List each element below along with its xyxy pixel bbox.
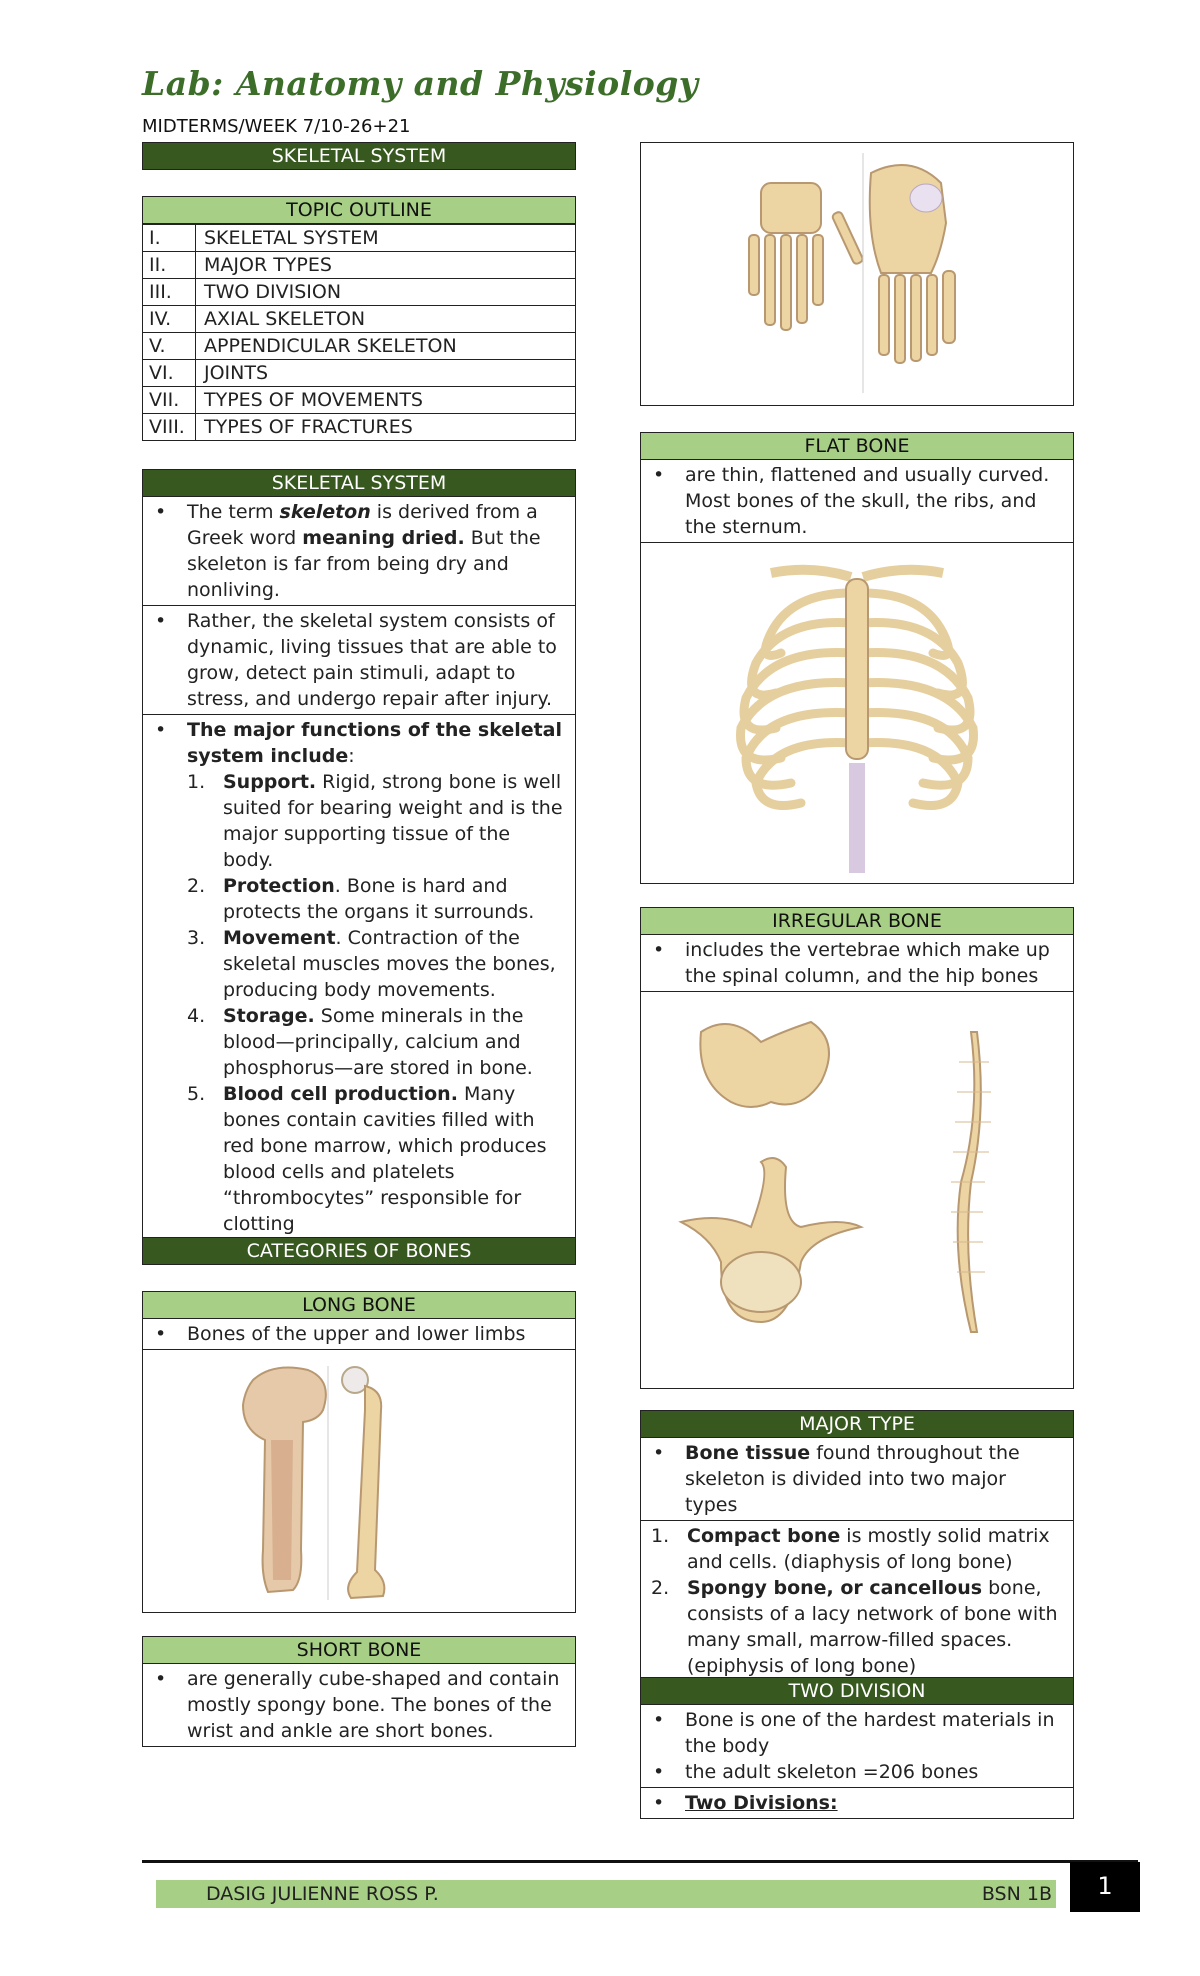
bullet-icon: • bbox=[653, 1709, 665, 1731]
course-label: BSN 1B bbox=[981, 1883, 1052, 1905]
major-type-item bbox=[651, 1575, 1063, 1679]
outline-row bbox=[143, 252, 576, 279]
long-bone-heading: LONG BONE bbox=[142, 1291, 576, 1319]
outline-row bbox=[143, 360, 576, 387]
outline-num: III. bbox=[143, 279, 196, 306]
page-title: Lab: Anatomy and Physiology bbox=[142, 64, 699, 103]
item-term: Compact bone bbox=[687, 1525, 841, 1547]
outline-num: I. bbox=[143, 225, 196, 252]
item-desc: is mostly solid matrix and cells. (diaphysis of long bone) bbox=[687, 1525, 1050, 1573]
text: But the skeleton is far from being dry and nonliving. bbox=[187, 527, 541, 601]
text: Bones of the upper and lower limbs bbox=[187, 1323, 526, 1345]
item-number: 1. bbox=[651, 1525, 670, 1547]
outline-label: TYPES OF MOVEMENTS bbox=[196, 387, 576, 414]
long-bone-body bbox=[142, 1319, 576, 1613]
bullet-icon: • bbox=[155, 1668, 167, 1690]
short-bone-section bbox=[142, 1636, 576, 1747]
bullet-icon: • bbox=[155, 501, 167, 523]
skeletal-point-2 bbox=[143, 605, 575, 714]
footer-bar bbox=[156, 1880, 1056, 1908]
major-type-intro bbox=[641, 1438, 1073, 1520]
major-type-section bbox=[640, 1410, 1074, 1682]
two-division-point bbox=[653, 1759, 1063, 1785]
major-type-list bbox=[651, 1523, 1063, 1679]
flat-bone-section bbox=[640, 432, 1074, 884]
item-term: Storage. bbox=[223, 1005, 315, 1027]
flat-bone-point bbox=[641, 460, 1073, 542]
skeletal-point-1 bbox=[143, 497, 575, 605]
page-subtitle: MIDTERMS/WEEK 7/10-26+21 bbox=[142, 116, 411, 137]
outline-row bbox=[143, 333, 576, 360]
item-number: 1. bbox=[187, 771, 206, 793]
categories-heading: CATEGORIES OF BONES bbox=[142, 1237, 576, 1265]
long-bone-point bbox=[143, 1319, 575, 1349]
topic-outline bbox=[142, 196, 576, 441]
outline-row bbox=[143, 306, 576, 333]
item-term: Movement bbox=[223, 927, 336, 949]
bold-text: The major functions of the skeletal system include bbox=[187, 719, 563, 767]
function-item bbox=[187, 873, 565, 925]
two-division-section bbox=[640, 1677, 1074, 1819]
bold-text: meaning dried. bbox=[302, 527, 465, 549]
ribcage-illustration bbox=[641, 543, 1073, 883]
item-term: Blood cell production. bbox=[223, 1083, 458, 1105]
outline-num: VI. bbox=[143, 360, 196, 387]
two-division-body bbox=[640, 1705, 1074, 1819]
text: found throughout the skeleton is divided into two major types bbox=[685, 1442, 1020, 1516]
text: includes the vertebrae which make up the spinal column, and the hip bones bbox=[685, 939, 1050, 987]
function-item bbox=[187, 1003, 565, 1081]
hand-foot-image bbox=[640, 142, 1074, 406]
irregular-bone-section bbox=[640, 907, 1074, 1389]
outline-num: V. bbox=[143, 333, 196, 360]
text: Bone is one of the hardest materials in the body bbox=[685, 1709, 1055, 1757]
outline-label: JOINTS bbox=[196, 360, 576, 387]
bold-text: Bone tissue bbox=[685, 1442, 811, 1464]
item-term: Protection bbox=[223, 875, 335, 897]
outline-row bbox=[143, 387, 576, 414]
outline-label: SKELETAL SYSTEM bbox=[196, 225, 576, 252]
item-term: Support. bbox=[223, 771, 317, 793]
term-skeleton: skeleton bbox=[279, 501, 371, 523]
footer-divider bbox=[142, 1860, 1138, 1863]
text: Rather, the skeletal system consists of dynamic, living tissues that are able to grow, detect pain stimuli, adapt to stress, and undergo repair after injury. bbox=[187, 610, 557, 710]
vertebra-pelvis-illustration bbox=[641, 992, 1073, 1388]
item-desc: bone, consists of a lacy network of bone with many small, marrow-filled spaces. (epiphysis of long bone) bbox=[687, 1577, 1058, 1677]
item-number: 2. bbox=[651, 1577, 670, 1599]
outline-num: VII. bbox=[143, 387, 196, 414]
outline-row bbox=[143, 279, 576, 306]
function-item bbox=[187, 1081, 565, 1237]
item-number: 3. bbox=[187, 927, 206, 949]
major-type-item bbox=[651, 1523, 1063, 1575]
text: is derived from a Greek word bbox=[187, 501, 538, 549]
major-type-heading: MAJOR TYPE bbox=[640, 1410, 1074, 1438]
bullet-icon: • bbox=[653, 1442, 665, 1464]
femur-illustration bbox=[143, 1350, 575, 1612]
skeletal-point-3 bbox=[143, 714, 575, 1239]
bullet-icon: • bbox=[155, 1323, 167, 1345]
skeletal-body bbox=[142, 497, 576, 1240]
irregular-bone-image bbox=[641, 991, 1073, 1388]
function-item bbox=[187, 769, 565, 873]
item-desc: . Contraction of the skeletal muscles moves the bones, producing body movements. bbox=[223, 927, 556, 1001]
text: : bbox=[348, 745, 355, 767]
major-type-body bbox=[640, 1438, 1074, 1682]
page-number: 1 bbox=[1070, 1862, 1140, 1912]
flat-bone-body bbox=[640, 460, 1074, 884]
irregular-bone-heading: IRREGULAR BONE bbox=[640, 907, 1074, 935]
major-type-list-row bbox=[641, 1520, 1073, 1681]
irregular-bone-body bbox=[640, 935, 1074, 1389]
functions-list bbox=[187, 769, 565, 1237]
text: the adult skeleton =206 bones bbox=[685, 1761, 979, 1783]
outline-heading: TOPIC OUTLINE bbox=[142, 196, 576, 224]
outline-row bbox=[143, 414, 576, 441]
two-division-points bbox=[641, 1705, 1073, 1787]
outline-table bbox=[142, 224, 576, 441]
short-bone-heading: SHORT BONE bbox=[142, 1636, 576, 1664]
short-bone-body bbox=[142, 1664, 576, 1747]
item-desc: Rigid, strong bone is well suited for bearing weight and is the major supporting tissue of the body. bbox=[223, 771, 563, 871]
long-bone-section bbox=[142, 1291, 576, 1613]
function-item bbox=[187, 925, 565, 1003]
item-number: 5. bbox=[187, 1083, 206, 1105]
item-desc: . Bone is hard and protects the organs it surrounds. bbox=[223, 875, 535, 923]
text: The term bbox=[187, 501, 280, 523]
bullet-icon: • bbox=[653, 939, 665, 961]
two-division-point bbox=[653, 1707, 1063, 1759]
bullet-icon: • bbox=[653, 464, 665, 486]
flat-bone-heading: FLAT BONE bbox=[640, 432, 1074, 460]
two-divisions-label: Two Divisions: bbox=[685, 1792, 838, 1814]
two-division-subhead-row bbox=[641, 1787, 1073, 1818]
outline-label: MAJOR TYPES bbox=[196, 252, 576, 279]
short-bone-point bbox=[143, 1664, 575, 1746]
item-number: 2. bbox=[187, 875, 206, 897]
irregular-bone-point bbox=[641, 935, 1073, 991]
outline-num: VIII. bbox=[143, 414, 196, 441]
skeletal-heading: SKELETAL SYSTEM bbox=[142, 469, 576, 497]
outline-num: II. bbox=[143, 252, 196, 279]
section-bar: SKELETAL SYSTEM bbox=[142, 142, 576, 170]
item-desc: Many bones contain cavities filled with red bone marrow, which produces blood cells and platelets “thrombocytes” responsible for clotting bbox=[223, 1083, 547, 1235]
text: are thin, flattened and usually curved. Most bones of the skull, the ribs, and the sternum. bbox=[685, 464, 1050, 538]
bullet-icon: • bbox=[653, 1792, 665, 1814]
long-bone-image bbox=[143, 1349, 575, 1612]
outline-label: APPENDICULAR SKELETON bbox=[196, 333, 576, 360]
outline-label: TYPES OF FRACTURES bbox=[196, 414, 576, 441]
flat-bone-image bbox=[641, 542, 1073, 883]
author-name: DASIG JULIENNE ROSS P. bbox=[206, 1883, 439, 1905]
outline-num: IV. bbox=[143, 306, 196, 333]
outline-label: TWO DIVISION bbox=[196, 279, 576, 306]
item-term: Spongy bone, or cancellous bbox=[687, 1577, 983, 1599]
text: are generally cube-shaped and contain mostly spongy bone. The bones of the wrist and ankle are short bones. bbox=[187, 1668, 560, 1742]
hand-foot-illustration bbox=[641, 143, 1073, 405]
two-division-heading: TWO DIVISION bbox=[640, 1677, 1074, 1705]
outline-label: AXIAL SKELETON bbox=[196, 306, 576, 333]
item-number: 4. bbox=[187, 1005, 206, 1027]
bullet-icon: • bbox=[155, 610, 167, 632]
item-desc: Some minerals in the blood—principally, calcium and phosphorus—are stored in bone. bbox=[223, 1005, 533, 1079]
bullet-icon: • bbox=[155, 719, 167, 741]
outline-row bbox=[143, 225, 576, 252]
skeletal-system-section bbox=[142, 469, 576, 1240]
bullet-icon: • bbox=[653, 1761, 665, 1783]
